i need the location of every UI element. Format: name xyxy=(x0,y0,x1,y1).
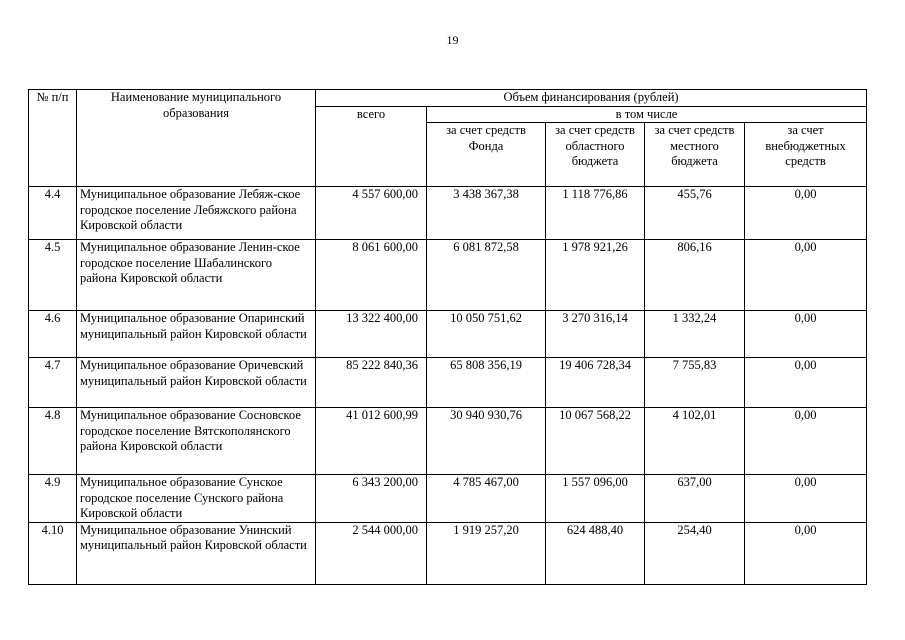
row-total: 4 557 600,00 xyxy=(316,187,427,240)
row-fund: 30 940 930,76 xyxy=(427,408,546,475)
header-name: Наименование муниципального образования xyxy=(77,90,316,187)
table-row xyxy=(29,358,867,408)
row-num: 4.4 xyxy=(29,187,77,240)
row-extra: 0,00 xyxy=(745,522,867,584)
table-row xyxy=(29,240,867,311)
row-num: 4.5 xyxy=(29,240,77,311)
row-num: 4.10 xyxy=(29,522,77,584)
row-num: 4.8 xyxy=(29,408,77,475)
row-total: 6 343 200,00 xyxy=(316,475,427,523)
row-name: Муниципальное образование Сосновское городское поселение Вятскополянского района Кировской области xyxy=(77,408,316,475)
row-local: 4 102,01 xyxy=(645,408,745,475)
row-name: Муниципальное образование Ленин-ское городское поселение Шабалинского района Кировской области xyxy=(77,240,316,311)
row-extra: 0,00 xyxy=(745,475,867,523)
row-extra: 0,00 xyxy=(745,187,867,240)
row-name: Муниципальное образование Унинский муниципальный район Кировской области xyxy=(77,522,316,584)
row-name: Муниципальное образование Опаринский муниципальный район Кировской области xyxy=(77,311,316,358)
row-regional: 3 270 316,14 xyxy=(546,311,645,358)
table-row xyxy=(29,187,867,240)
row-local: 455,76 xyxy=(645,187,745,240)
row-fund: 1 919 257,20 xyxy=(427,522,546,584)
row-fund: 4 785 467,00 xyxy=(427,475,546,523)
row-num: 4.6 xyxy=(29,311,77,358)
row-total: 8 061 600,00 xyxy=(316,240,427,311)
row-regional: 1 557 096,00 xyxy=(546,475,645,523)
row-name: Муниципальное образование Сунское городское поселение Сунского района Кировской области xyxy=(77,475,316,523)
row-local: 7 755,83 xyxy=(645,358,745,408)
row-name: Муниципальное образование Оричевский муниципальный район Кировской области xyxy=(77,358,316,408)
row-total: 2 544 000,00 xyxy=(316,522,427,584)
row-regional: 1 118 776,86 xyxy=(546,187,645,240)
row-local: 1 332,24 xyxy=(645,311,745,358)
row-extra: 0,00 xyxy=(745,311,867,358)
funding-table xyxy=(28,89,867,585)
header-funding-total: Объем финансирования (рублей) xyxy=(316,90,867,107)
row-num: 4.7 xyxy=(29,358,77,408)
row-fund: 3 438 367,38 xyxy=(427,187,546,240)
row-total: 85 222 840,36 xyxy=(316,358,427,408)
table-row xyxy=(29,311,867,358)
header-fund: за счет средств Фонда xyxy=(427,123,546,187)
table-row xyxy=(29,408,867,475)
row-extra: 0,00 xyxy=(745,408,867,475)
header-regional: за счет средств областного бюджета xyxy=(546,123,645,187)
row-fund: 6 081 872,58 xyxy=(427,240,546,311)
header-including: в том числе xyxy=(427,106,867,123)
row-regional: 19 406 728,34 xyxy=(546,358,645,408)
table-row xyxy=(29,475,867,523)
row-local: 806,16 xyxy=(645,240,745,311)
row-fund: 65 808 356,19 xyxy=(427,358,546,408)
page-number: 19 xyxy=(446,33,459,47)
row-regional: 10 067 568,22 xyxy=(546,408,645,475)
row-extra: 0,00 xyxy=(745,240,867,311)
row-local: 637,00 xyxy=(645,475,745,523)
header-local: за счет средств местного бюджета xyxy=(645,123,745,187)
row-total: 13 322 400,00 xyxy=(316,311,427,358)
row-fund: 10 050 751,62 xyxy=(427,311,546,358)
header-extra: за счет внебюджетных средств xyxy=(745,123,867,187)
header-total: всего xyxy=(316,106,427,187)
row-regional: 1 978 921,26 xyxy=(546,240,645,311)
row-name: Муниципальное образование Лебяж-ское городское поселение Лебяжского района Кировской области xyxy=(77,187,316,240)
row-extra: 0,00 xyxy=(745,358,867,408)
row-local: 254,40 xyxy=(645,522,745,584)
table-row xyxy=(29,522,867,584)
row-num: 4.9 xyxy=(29,475,77,523)
row-total: 41 012 600,99 xyxy=(316,408,427,475)
row-regional: 624 488,40 xyxy=(546,522,645,584)
header-num: № п/п xyxy=(29,90,77,187)
